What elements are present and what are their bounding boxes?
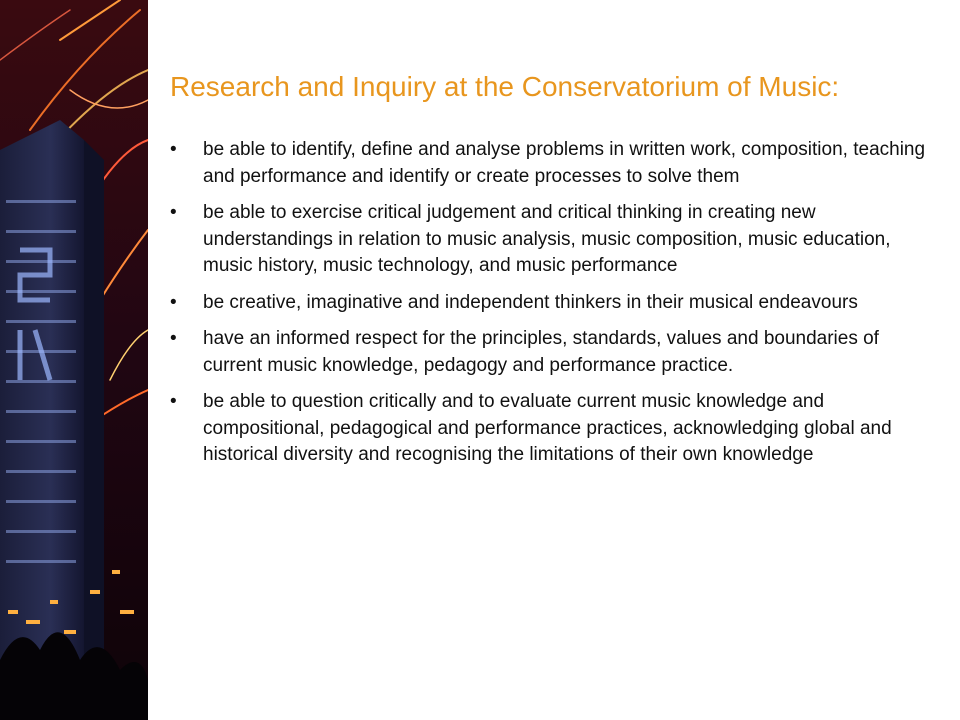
bullet-marker: • [170, 202, 177, 223]
bullet-marker: • [170, 291, 177, 313]
bullet-item [170, 290, 940, 317]
bullet-text: be creative, imaginative and independent thinkers in their musical endeavours [203, 291, 858, 313]
bullet-item [170, 389, 940, 469]
bullet-item [170, 200, 940, 280]
slide-title: Research and Inquiry at the Conservatorium of Music: [170, 71, 840, 102]
bullet-text: be able to identify, define and analyse problems in written work, composition, teaching and performance and identify or create processes to solve them [203, 139, 926, 187]
bullet-item [170, 137, 940, 190]
bullet-list [170, 137, 940, 479]
bullet-text: be able to question critically and to evaluate current music knowledge and compositional, pedagogical and performance practices, acknowledging global and historical diversity and recognising the limitations of their own knowledge [203, 391, 892, 465]
bullet-marker: • [170, 391, 177, 412]
bullet-text: be able to exercise critical judgement and critical thinking in creating new understandings in relation to music analysis, music composition, music education, music history, music technology, and music performance [203, 202, 891, 276]
side-photo-night-skyscraper [0, 0, 148, 720]
bullet-marker: • [170, 328, 177, 349]
bullet-marker: • [170, 139, 177, 160]
bullet-item [170, 326, 940, 379]
bullet-text: have an informed respect for the principles, standards, values and boundaries of current music knowledge, pedagogy and performance practice. [203, 328, 879, 376]
